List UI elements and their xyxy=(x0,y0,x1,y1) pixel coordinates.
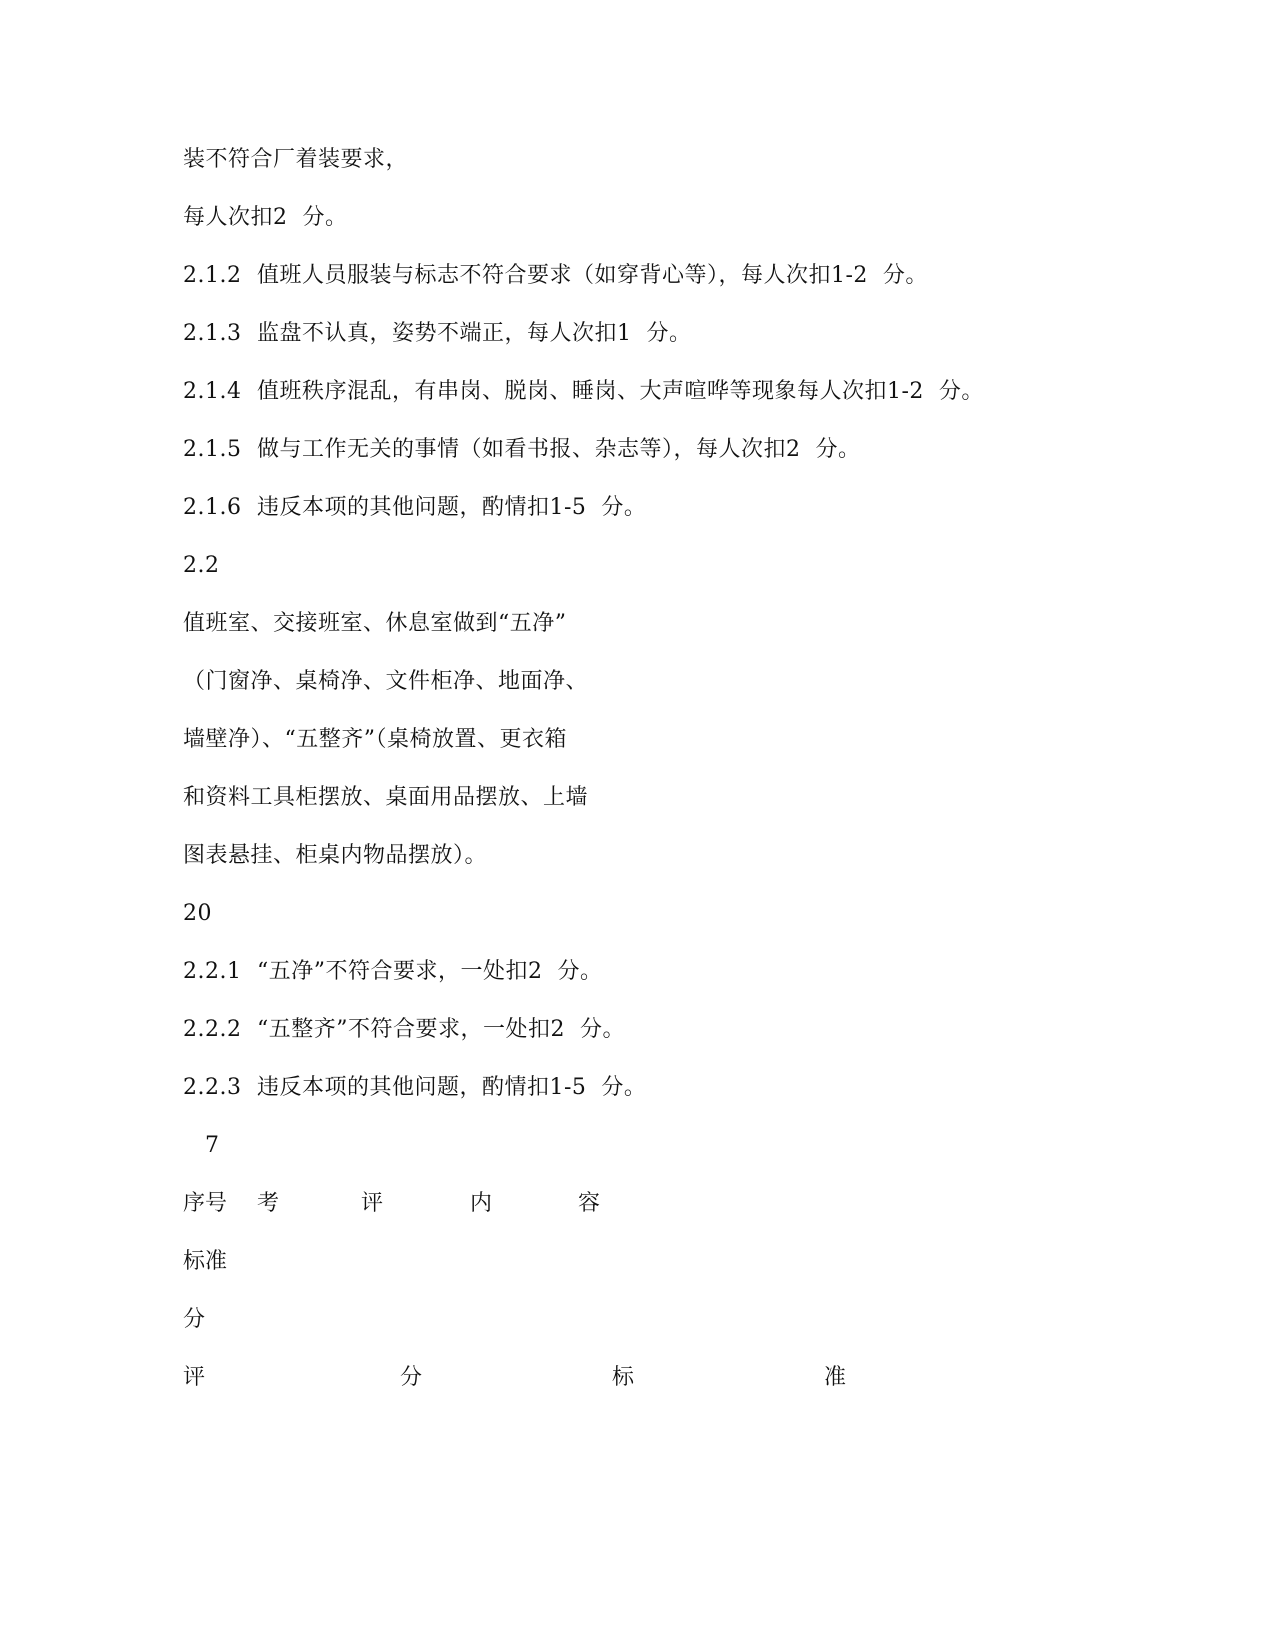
clause-2-1-5 xyxy=(183,435,861,465)
clause-2-1-4 xyxy=(183,377,984,407)
clause-number: 2.2.1 xyxy=(183,959,242,984)
clause-text: 值班人员服装与标志不符合要求（如穿背心等），每人次扣1-2 分。 xyxy=(257,263,928,288)
header-content-char: 考 xyxy=(257,1191,280,1216)
clause-text: “五整齐”不符合要求，一处扣2 分。 xyxy=(257,1017,625,1042)
clause-number: 2.2.2 xyxy=(183,1017,242,1042)
header-criteria-char: 分 xyxy=(400,1365,423,1390)
clause-text: “五净”不符合要求，一处扣2 分。 xyxy=(257,959,603,984)
header-content-char: 内 xyxy=(470,1191,493,1216)
text-line: 和资料工具柜摆放、桌面用品摆放、上墙 xyxy=(183,785,589,810)
header-criteria-char: 标 xyxy=(612,1365,635,1390)
section-number: 2.2 xyxy=(183,553,220,578)
header-content-char: 容 xyxy=(578,1191,601,1216)
text-line: 墙壁净）、“五整齐”（桌椅放置、更衣箱 xyxy=(183,727,567,752)
clause-text: 违反本项的其他问题，酌情扣1-5 分。 xyxy=(257,495,647,520)
clause-number: 2.1.6 xyxy=(183,495,242,520)
clause-2-1-6 xyxy=(183,493,646,523)
text-line: 每人次扣2 分。 xyxy=(183,205,348,230)
header-content-char: 评 xyxy=(361,1191,384,1216)
header-standard-score: 标准 xyxy=(183,1249,228,1274)
clause-2-1-3 xyxy=(183,319,692,349)
clause-number: 2.2.3 xyxy=(183,1075,242,1100)
text-line: （门窗净、桌椅净、文件柜净、地面净、 xyxy=(183,669,589,694)
header-criteria-char: 评 xyxy=(183,1365,206,1390)
text-line: 值班室、交接班室、休息室做到“五净” xyxy=(183,611,567,636)
header-standard-score: 分 xyxy=(183,1307,206,1332)
page-number: 7 xyxy=(205,1133,220,1158)
clause-text: 值班秩序混乱，有串岗、脱岗、睡岗、大声喧哗等现象每人次扣1-2 分。 xyxy=(257,379,984,404)
clause-text: 违反本项的其他问题，酌情扣1-5 分。 xyxy=(257,1075,647,1100)
clause-2-1-2 xyxy=(183,261,928,291)
clause-2-2-2 xyxy=(183,1015,625,1045)
clause-text: 监盘不认真，姿势不端正，每人次扣1 分。 xyxy=(257,321,692,346)
standard-score: 20 xyxy=(183,901,212,926)
clause-number: 2.1.5 xyxy=(183,437,242,462)
clause-2-2-3 xyxy=(183,1073,646,1103)
clause-number: 2.1.2 xyxy=(183,263,242,288)
clause-number: 2.1.4 xyxy=(183,379,242,404)
text-line: 装不符合厂着装要求， xyxy=(183,147,409,172)
header-seq: 序号 xyxy=(183,1191,228,1216)
text-line: 图表悬挂、柜桌内物品摆放）。 xyxy=(183,843,488,868)
clause-text: 做与工作无关的事情（如看书报、杂志等），每人次扣2 分。 xyxy=(257,437,861,462)
header-criteria-char: 准 xyxy=(824,1365,847,1390)
clause-number: 2.1.3 xyxy=(183,321,242,346)
clause-2-2-1 xyxy=(183,957,602,987)
